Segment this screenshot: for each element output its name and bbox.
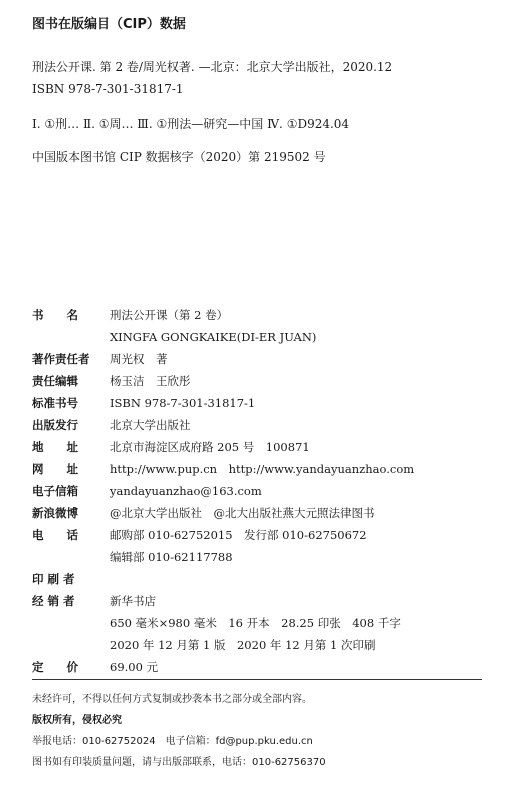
info-label: 地 址 bbox=[32, 440, 78, 454]
info-value: 北京大学出版社 bbox=[110, 418, 191, 432]
info-row bbox=[32, 414, 482, 436]
cip-isbn-line: ISBN 978-7-301-31817-1 bbox=[32, 82, 184, 96]
info-row bbox=[32, 612, 482, 634]
info-value: 编辑部 010-62117788 bbox=[110, 550, 233, 564]
cip-title-line: 刑法公开课. 第 2 卷/周光权著. —北京：北京大学出版社，2020.12 bbox=[32, 60, 393, 74]
info-value: 650 毫米×980 毫米 16 开本 28.25 印张 408 千字 bbox=[110, 616, 401, 630]
info-value: 69.00 元 bbox=[110, 660, 159, 674]
info-label: 经 销 者 bbox=[32, 594, 75, 608]
info-value: 杨玉洁 王欣彤 bbox=[110, 374, 191, 388]
info-row bbox=[32, 458, 482, 480]
info-label: 印 刷 者 bbox=[32, 572, 75, 586]
info-value: 北京市海淀区成府路 205 号 100871 bbox=[110, 440, 310, 454]
info-row bbox=[32, 392, 482, 414]
info-row bbox=[32, 304, 482, 326]
info-row bbox=[32, 370, 482, 392]
info-row bbox=[32, 480, 482, 502]
info-value: yandayuanzhao@163.com bbox=[110, 484, 262, 498]
footer-divider bbox=[32, 679, 482, 680]
info-row bbox=[32, 656, 482, 678]
info-label: 网 址 bbox=[32, 462, 78, 476]
report-contact: 举报电话：010-62752024 电子信箱：fd@pup.pku.edu.cn bbox=[32, 736, 313, 747]
info-row bbox=[32, 502, 482, 524]
cip-heading: 图书在版编目（CIP）数据 bbox=[32, 17, 186, 32]
publication-info bbox=[32, 304, 482, 678]
info-row bbox=[32, 546, 482, 568]
info-label: 著作责任者 bbox=[32, 352, 90, 366]
info-value: 周光权 著 bbox=[110, 352, 168, 366]
info-row bbox=[32, 590, 482, 612]
info-row bbox=[32, 524, 482, 546]
cip-record-number: 中国版本图书馆 CIP 数据核字（2020）第 219502 号 bbox=[32, 150, 326, 164]
info-label: 电 话 bbox=[32, 528, 78, 542]
info-value: 新华书店 bbox=[110, 594, 156, 608]
info-label: 标准书号 bbox=[32, 396, 78, 410]
info-row bbox=[32, 634, 482, 656]
copy-notice: 未经许可，不得以任何方式复制或抄袭本书之部分或全部内容。 bbox=[32, 694, 312, 705]
info-label: 责任编辑 bbox=[32, 374, 78, 388]
info-row bbox=[32, 348, 482, 370]
info-value: @北京大学出版社 @北大出版社燕大元照法律图书 bbox=[110, 506, 375, 520]
rights-notice: 版权所有，侵权必究 bbox=[32, 715, 122, 726]
info-label: 定 价 bbox=[32, 660, 78, 674]
info-value: http://www.pup.cn http://www.yandayuanzhao.com bbox=[110, 462, 415, 476]
info-label: 出版发行 bbox=[32, 418, 78, 432]
info-value: 刑法公开课（第 2 卷） bbox=[110, 308, 229, 322]
info-label: 书 名 bbox=[32, 308, 78, 322]
info-row bbox=[32, 326, 482, 348]
info-value: 邮购部 010-62752015 发行部 010-62750672 bbox=[110, 528, 367, 542]
info-row bbox=[32, 436, 482, 458]
info-label: 新浪微博 bbox=[32, 506, 78, 520]
quality-contact: 图书如有印装质量问题，请与出版部联系，电话：010-62756370 bbox=[32, 757, 326, 768]
info-value: ISBN 978-7-301-31817-1 bbox=[110, 396, 256, 410]
info-value: XINGFA GONGKAIKE(DI-ER JUAN) bbox=[110, 330, 317, 344]
info-row bbox=[32, 568, 482, 590]
info-label: 电子信箱 bbox=[32, 484, 78, 498]
info-value: 2020 年 12 月第 1 版 2020 年 12 月第 1 次印刷 bbox=[110, 638, 376, 652]
cip-classification-line: Ⅰ. ①刑… Ⅱ. ①周… Ⅲ. ①刑法—研究—中国 Ⅳ. ①D924.04 bbox=[32, 117, 350, 131]
